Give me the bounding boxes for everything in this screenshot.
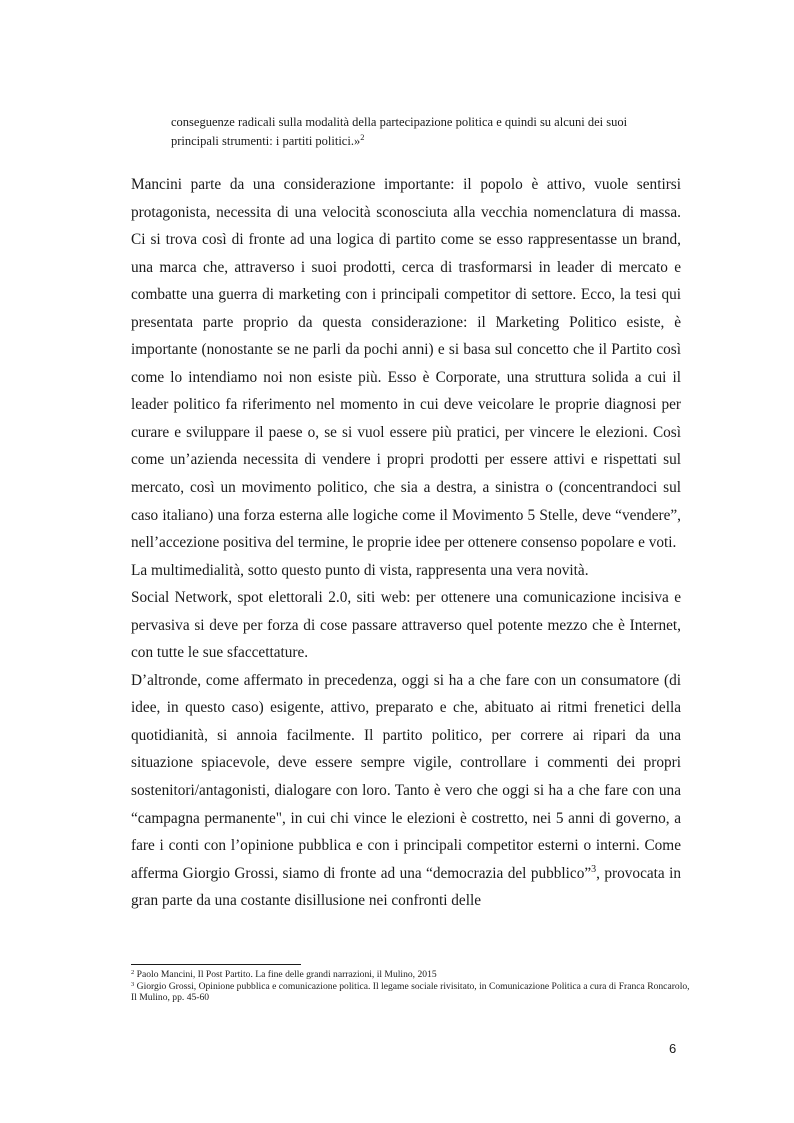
block-quote-text: conseguenze radicali sulla modalità della partecipazione politica e quindi su alcuni dei suoi principali strumenti: i partiti politici.» — [171, 115, 628, 148]
paragraph-daltronde-text: D’altronde, come affermato in precedenza, oggi si ha a che fare con un consumatore (di idee, in questo caso) esigente, attivo, preparato e che, abituato ai ritmi frenetici della quotidianità, si annoia facilmente. Il partito politico, per correre ai ripari da una situazione spiacevole, deve essere sempre vigile, controllare i commenti dei propri sostenitori/antagonisti, dialogare con loro. Tanto è vero che oggi si ha a che fare con una “campagna permanente", in cui chi vince le elezioni è costretto, nei 5 anni di governo, a fare i conti con l’opinione pubblica e con i principali competitor esterni o interni. Come afferma Giorgio Grossi, siamo di fronte ad una “democrazia del pubblico” — [131, 671, 681, 882]
paragraph-social-network: Social Network, spot elettorali 2.0, siti web: per ottenere una comunicazione incisiva e pervasiva si deve per forza di cose passare attraverso quel potente mezzo che è Internet, con tutte le sue sfaccettature. — [131, 589, 681, 662]
page-number: 6 — [669, 1041, 677, 1056]
body-text — [131, 171, 681, 915]
footnote-ref-2: 2 — [360, 132, 365, 142]
paragraph-daltronde-continuation: , provocata in gran parte da una costante disillusione nei confronti delle — [131, 864, 681, 910]
paragraph-multimedialita: La multimedialità, sotto questo punto di vista, rappresenta una vera novità. — [131, 561, 589, 579]
footnotes — [131, 969, 691, 1004]
footnote-3 — [131, 981, 691, 1004]
footnote-number: 2 — [131, 969, 135, 976]
footnote-2 — [131, 969, 691, 981]
paragraph-mancini: Mancini parte da una considerazione importante: il popolo è attivo, vuole sentirsi protagonista, necessita di una velocità sconosciuta alla vecchia nomenclatura di massa. Ci si trova così di fronte ad una logica di partito come se esso rappresentasse un brand, una marca che, attraverso i suoi prodotti, cerca di trasformarsi in leader di mercato e combatte una guerra di marketing con i principali competitor di settore. Ecco, la tesi qui presentata parte proprio da questa considerazione: il Marketing Politico esiste, è importante (nonostante se ne parli da pochi anni) e si basa sul concetto che il Partito così come lo intendiamo noi non esiste più. Esso è Corporate, una struttura solida a cui il leader politico fa riferimento nel momento in cui deve veicolare le proprie diagnosi per curare e sviluppare il paese o, se si vuol essere più pratici, per vincere le elezioni. Così come un’azienda necessita di vendere i propri prodotti per essere attivi e rispettati sul mercato, così un movimento politico, che sia a destra, a sinistra o (concentrandoci sul caso italiano) una forza esterna alle logiche come il Movimento 5 Stelle, deve “vendere”, nell’accezione positiva del termine, le proprie idee per ottenere consenso popolare e voti. — [131, 176, 681, 552]
paragraph-daltronde — [131, 667, 681, 915]
footnote-ref-3: 3 — [591, 863, 597, 875]
block-quote — [171, 113, 671, 151]
footnote-text: Paolo Mancini, Il Post Partito. La fine delle grandi narrazioni, il Mulino, 2015 — [134, 969, 437, 980]
footnote-number: 3 — [131, 980, 135, 988]
footnote-text: Giorgio Grossi, Opinione pubblica e comunicazione politica. Il legame sociale rivisitato, in Comunicazione Politica a cura di Franca Roncarolo, Il Mulino, pp. 45-60 — [131, 980, 690, 1003]
footnote-divider — [131, 964, 301, 965]
